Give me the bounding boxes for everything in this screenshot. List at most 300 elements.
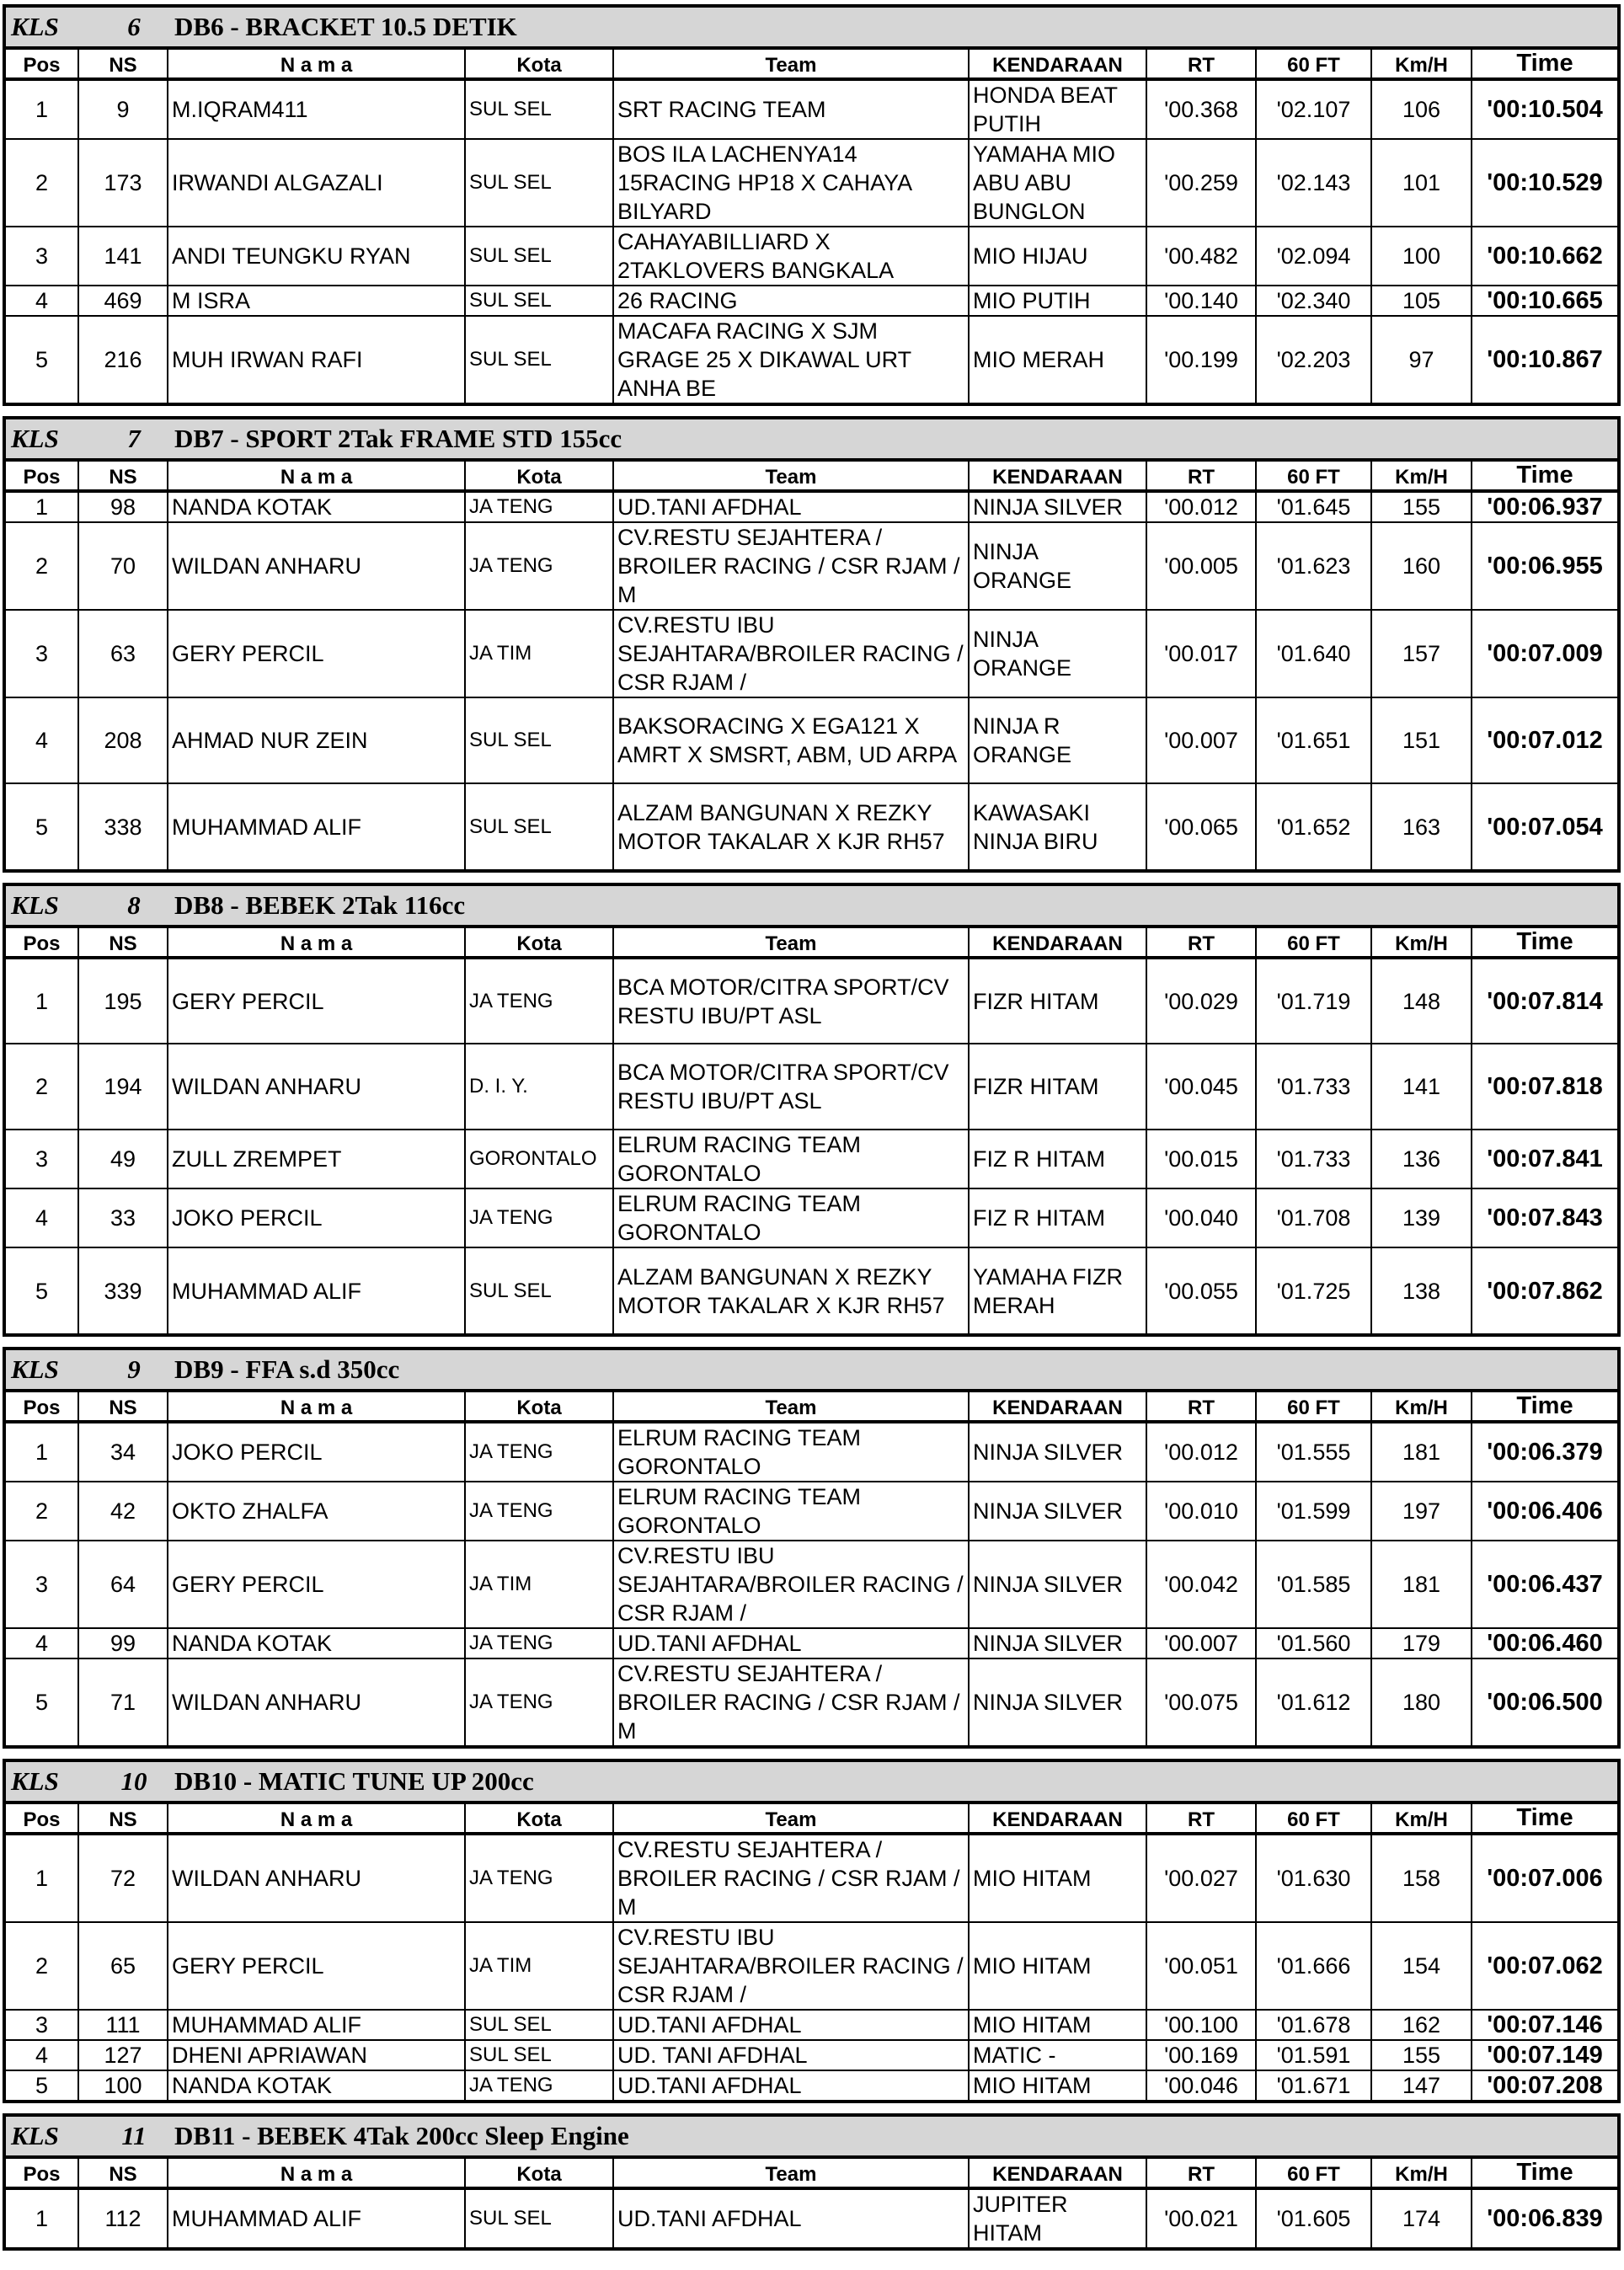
cell-ft: '01.708 [1256, 1188, 1371, 1247]
cell-time: '00:07.149 [1472, 2040, 1617, 2070]
column-header-ft: 60 FT [1256, 1392, 1371, 1422]
column-header-kota: Kota [465, 1392, 613, 1422]
cell-ns: 64 [78, 1541, 168, 1628]
header-row [6, 928, 1617, 958]
results-table [6, 50, 1617, 403]
cell-kmh: 106 [1371, 79, 1472, 139]
cell-team: SRT RACING TEAM [613, 79, 969, 139]
cell-rt: '00.046 [1146, 2070, 1256, 2100]
cell-nama: M.IQRAM411 [168, 79, 465, 139]
cell-kendaraan: JUPITER HITAM [969, 2188, 1146, 2247]
column-header-kmh: Km/H [1371, 2159, 1472, 2188]
column-header-time: Time [1472, 1392, 1617, 1422]
cell-pos: 1 [35, 988, 49, 1014]
column-header-time: Time [1472, 928, 1617, 958]
cell-nama: GERY PERCIL [168, 610, 465, 697]
cell-kendaraan: MATIC - [969, 2040, 1146, 2070]
cell-kmh: 97 [1371, 316, 1472, 403]
cell-ft: '01.605 [1256, 2188, 1371, 2247]
cell-nama: WILDAN ANHARU [168, 1044, 465, 1130]
cell-kmh: 158 [1371, 1834, 1472, 1922]
table-row [6, 1422, 1617, 1482]
cell-pos: 5 [6, 2070, 78, 2100]
cell-pos: 1 [35, 1439, 49, 1465]
cell-time: '00:07.009 [1472, 610, 1617, 697]
cell-pos: 4 [6, 1188, 78, 1247]
column-header-nama: N a m a [168, 1804, 465, 1834]
cell-team: 26 RACING [613, 286, 969, 316]
cell-time: '00:07.208 [1472, 2070, 1617, 2100]
cell-kendaraan: NINJA SILVER [969, 1658, 1146, 1745]
cell-kmh: 160 [1371, 522, 1472, 610]
cell-ft: '01.630 [1256, 1834, 1371, 1922]
cell-time: '00:07.012 [1472, 697, 1617, 783]
column-header-nama: N a m a [168, 928, 465, 958]
cell-ns: 99 [78, 1628, 168, 1658]
table-row [6, 79, 1617, 139]
cell-kendaraan: MIO HITAM [969, 2010, 1146, 2040]
cell-time: '00:07.818 [1472, 1044, 1617, 1130]
cell-team: UD.TANI AFDHAL [613, 1628, 969, 1658]
column-header-team: Team [613, 1392, 969, 1422]
cell-kmh: 141 [1371, 1044, 1472, 1130]
cell-nama: GERY PERCIL [168, 1541, 465, 1628]
cell-nama: MUHAMMAD ALIF [168, 783, 465, 869]
results-table [6, 928, 1617, 1333]
cell-ns: 33 [78, 1188, 168, 1247]
cell-ft: '01.623 [1256, 522, 1371, 610]
class-block [3, 4, 1621, 406]
cell-kota: SUL SEL [465, 79, 613, 139]
cell-ns: 195 [78, 958, 168, 1044]
column-header-kendaraan: KENDARAAN [969, 50, 1146, 79]
cell-team: UD.TANI AFDHAL [613, 491, 969, 522]
column-header-pos: Pos [6, 50, 78, 79]
cell-ns: 42 [78, 1482, 168, 1541]
cell-team: MACAFA RACING X SJM GRAGE 25 X DIKAWAL URT ANHA BE [613, 316, 969, 403]
cell-kendaraan: KAWASAKI NINJA BIRU [969, 783, 1146, 869]
cell-ns: 208 [78, 697, 168, 783]
class-title: DB6 - BRACKET 10.5 DETIK [174, 12, 517, 41]
column-header-kmh: Km/H [1371, 50, 1472, 79]
class-header [6, 886, 1617, 928]
cell-ft: '01.599 [1256, 1482, 1371, 1541]
cell-kmh: 181 [1371, 1541, 1472, 1628]
cell-team: CV.RESTU IBU SEJAHTARA/BROILER RACING / CSR RJAM / [613, 610, 969, 697]
cell-rt: '00.005 [1146, 522, 1256, 610]
cell-kota: JA TIM [465, 1541, 613, 1628]
cell-time: '00:07.862 [1472, 1247, 1617, 1333]
cell-ns: 71 [78, 1658, 168, 1745]
class-block [3, 416, 1621, 873]
cell-nama: JOKO PERCIL [168, 1188, 465, 1247]
cell-team: CV.RESTU SEJAHTERA / BROILER RACING / CSR RJAM / M [613, 1658, 969, 1745]
class-number: 8 [127, 890, 141, 920]
cell-kmh: 100 [1371, 227, 1472, 286]
cell-rt: '00.010 [1146, 1482, 1256, 1541]
class-label: KLS [11, 1766, 59, 1796]
cell-kendaraan: NINJA SILVER [969, 1482, 1146, 1541]
class-title: DB7 - SPORT 2Tak FRAME STD 155cc [174, 424, 622, 453]
results-sheet [3, 4, 1621, 2261]
cell-rt: '00.055 [1146, 1247, 1256, 1333]
cell-pos: 1 [35, 494, 49, 520]
table-row [6, 139, 1617, 227]
cell-kendaraan: NINJA SILVER [969, 1422, 1146, 1482]
cell-kendaraan: FIZ R HITAM [969, 1130, 1146, 1188]
cell-pos: 2 [6, 1922, 78, 2010]
column-header-kota: Kota [465, 50, 613, 79]
class-title: DB11 - BEBEK 4Tak 200cc Sleep Engine [174, 2121, 629, 2150]
cell-nama: MUHAMMAD ALIF [168, 1247, 465, 1333]
column-header-time: Time [1472, 1804, 1617, 1834]
results-table [6, 2159, 1617, 2247]
class-title: DB9 - FFA s.d 350cc [174, 1354, 400, 1384]
class-header [6, 419, 1617, 462]
column-header-kendaraan: KENDARAAN [969, 1804, 1146, 1834]
cell-rt: '00.075 [1146, 1658, 1256, 1745]
column-header-kendaraan: KENDARAAN [969, 1392, 1146, 1422]
cell-ns: 65 [78, 1922, 168, 2010]
class-number: 6 [127, 12, 141, 41]
cell-pos: 2 [6, 522, 78, 610]
cell-kendaraan: HONDA BEAT PUTIH [969, 79, 1146, 139]
cell-ns: 469 [78, 286, 168, 316]
class-label: KLS [11, 12, 59, 41]
column-header-rt: RT [1146, 462, 1256, 491]
cell-ns: 100 [78, 2070, 168, 2100]
cell-rt: '00.021 [1146, 2188, 1256, 2247]
cell-kendaraan: FIZR HITAM [969, 958, 1146, 1044]
table-row [6, 227, 1617, 286]
cell-kendaraan: NINJA R ORANGE [969, 697, 1146, 783]
cell-kendaraan: NINJA SILVER [969, 491, 1146, 522]
cell-kmh: 155 [1371, 2040, 1472, 2070]
cell-kota: JA TENG [465, 1628, 613, 1658]
class-title: DB10 - MATIC TUNE UP 200cc [174, 1766, 534, 1796]
cell-kota: JA TENG [465, 1482, 613, 1541]
cell-nama: ZULL ZREMPET [168, 1130, 465, 1188]
cell-kmh: 179 [1371, 1628, 1472, 1658]
cell-time: '00:06.460 [1472, 1628, 1617, 1658]
cell-time: '00:10.662 [1472, 227, 1617, 286]
column-header-ns: NS [78, 928, 168, 958]
cell-ns: 194 [78, 1044, 168, 1130]
column-header-kota: Kota [465, 2159, 613, 2188]
cell-rt: '00.169 [1146, 2040, 1256, 2070]
cell-rt: '00.482 [1146, 227, 1256, 286]
cell-kota: JA TENG [465, 2070, 613, 2100]
column-header-pos: Pos [6, 462, 78, 491]
cell-kmh: 136 [1371, 1130, 1472, 1188]
cell-ft: '01.725 [1256, 1247, 1371, 1333]
table-row [6, 1922, 1617, 2010]
cell-time: '00:07.062 [1472, 1922, 1617, 2010]
cell-time: '00:06.937 [1472, 491, 1617, 522]
header-row [6, 1392, 1617, 1422]
cell-rt: '00.045 [1146, 1044, 1256, 1130]
cell-rt: '00.017 [1146, 610, 1256, 697]
cell-nama: GERY PERCIL [168, 958, 465, 1044]
cell-kendaraan: MIO HITAM [969, 1834, 1146, 1922]
cell-rt: '00.140 [1146, 286, 1256, 316]
cell-ns: 112 [78, 2188, 168, 2247]
cell-rt: '00.100 [1146, 2010, 1256, 2040]
cell-nama: OKTO ZHALFA [168, 1482, 465, 1541]
cell-kota: JA TIM [465, 610, 613, 697]
cell-kota: JA TENG [465, 1834, 613, 1922]
column-header-ft: 60 FT [1256, 2159, 1371, 2188]
column-header-ft: 60 FT [1256, 928, 1371, 958]
cell-nama: DHENI APRIAWAN [168, 2040, 465, 2070]
cell-ft: '01.560 [1256, 1628, 1371, 1658]
cell-time: '00:07.843 [1472, 1188, 1617, 1247]
cell-nama: GERY PERCIL [168, 1922, 465, 2010]
column-header-kendaraan: KENDARAAN [969, 928, 1146, 958]
cell-ft: '01.678 [1256, 2010, 1371, 2040]
cell-ns: 34 [78, 1422, 168, 1482]
cell-kota: SUL SEL [465, 139, 613, 227]
cell-team: CV.RESTU SEJAHTERA / BROILER RACING / CSR RJAM / M [613, 1834, 969, 1922]
cell-ns: 216 [78, 316, 168, 403]
header-row [6, 1804, 1617, 1834]
column-header-time: Time [1472, 2159, 1617, 2188]
cell-rt: '00.259 [1146, 139, 1256, 227]
cell-team: BAKSORACING X EGA121 X AMRT X SMSRT, ABM, UD ARPA [613, 697, 969, 783]
cell-time: '00:10.504 [1472, 79, 1617, 139]
cell-ft: '01.733 [1256, 1044, 1371, 1130]
cell-nama: NANDA KOTAK [168, 491, 465, 522]
cell-kendaraan: NINJA ORANGE [969, 522, 1146, 610]
column-header-ns: NS [78, 1804, 168, 1834]
cell-time: '00:06.379 [1472, 1422, 1617, 1482]
cell-kmh: 157 [1371, 610, 1472, 697]
column-header-rt: RT [1146, 50, 1256, 79]
cell-kendaraan: MIO HIJAU [969, 227, 1146, 286]
cell-time: '00:07.814 [1472, 958, 1617, 1044]
column-header-ft: 60 FT [1256, 462, 1371, 491]
cell-nama: AHMAD NUR ZEIN [168, 697, 465, 783]
column-header-kota: Kota [465, 928, 613, 958]
cell-kota: SUL SEL [465, 2010, 613, 2040]
cell-ft: '01.719 [1256, 958, 1371, 1044]
column-header-time: Time [1472, 50, 1617, 79]
cell-kota: JA TENG [465, 1422, 613, 1482]
cell-team: BCA MOTOR/CITRA SPORT/CV RESTU IBU/PT ASL [613, 1044, 969, 1130]
cell-kota: GORONTALO [465, 1130, 613, 1188]
cell-kendaraan: NINJA ORANGE [969, 610, 1146, 697]
cell-team: BCA MOTOR/CITRA SPORT/CV RESTU IBU/PT ASL [613, 958, 969, 1044]
table-row [6, 1482, 1617, 1541]
cell-kendaraan: MIO MERAH [969, 316, 1146, 403]
cell-kendaraan: NINJA SILVER [969, 1541, 1146, 1628]
table-row [6, 286, 1617, 316]
class-label: KLS [11, 1354, 59, 1384]
column-header-rt: RT [1146, 1392, 1256, 1422]
cell-ns: 338 [78, 783, 168, 869]
table-row [6, 522, 1617, 610]
cell-time: '00:06.437 [1472, 1541, 1617, 1628]
cell-team: UD.TANI AFDHAL [613, 2188, 969, 2247]
cell-pos: 3 [6, 610, 78, 697]
cell-kmh: 139 [1371, 1188, 1472, 1247]
cell-ft: '01.652 [1256, 783, 1371, 869]
cell-team: CV.RESTU IBU SEJAHTARA/BROILER RACING / CSR RJAM / [613, 1922, 969, 2010]
cell-kmh: 148 [1371, 958, 1472, 1044]
cell-pos: 2 [6, 139, 78, 227]
table-row [6, 1658, 1617, 1745]
cell-kmh: 155 [1371, 491, 1472, 522]
cell-team: UD.TANI AFDHAL [613, 2010, 969, 2040]
cell-nama: WILDAN ANHARU [168, 1834, 465, 1922]
cell-team: ALZAM BANGUNAN X REZKY MOTOR TAKALAR X KJR RH57 [613, 783, 969, 869]
class-title: DB8 - BEBEK 2Tak 116cc [174, 890, 466, 920]
cell-ft: '02.094 [1256, 227, 1371, 286]
cell-ft: '01.640 [1256, 610, 1371, 697]
cell-pos: 5 [6, 1658, 78, 1745]
cell-nama: WILDAN ANHARU [168, 522, 465, 610]
cell-nama: WILDAN ANHARU [168, 1658, 465, 1745]
cell-pos: 2 [6, 1482, 78, 1541]
cell-rt: '00.027 [1146, 1834, 1256, 1922]
cell-kota: JA TENG [465, 958, 613, 1044]
cell-ns: 9 [78, 79, 168, 139]
column-header-team: Team [613, 2159, 969, 2188]
table-row [6, 491, 1617, 522]
column-header-team: Team [613, 928, 969, 958]
class-block [3, 883, 1621, 1337]
cell-kmh: 197 [1371, 1482, 1472, 1541]
cell-kendaraan: FIZ R HITAM [969, 1188, 1146, 1247]
column-header-ns: NS [78, 50, 168, 79]
cell-kendaraan: NINJA SILVER [969, 1628, 1146, 1658]
cell-kota: SUL SEL [465, 783, 613, 869]
table-row [6, 1541, 1617, 1628]
cell-kendaraan: FIZR HITAM [969, 1044, 1146, 1130]
cell-kota: SUL SEL [465, 286, 613, 316]
cell-rt: '00.042 [1146, 1541, 1256, 1628]
cell-kota: SUL SEL [465, 227, 613, 286]
cell-kendaraan: MIO HITAM [969, 1922, 1146, 2010]
cell-ns: 127 [78, 2040, 168, 2070]
cell-kota: JA TENG [465, 491, 613, 522]
cell-pos: 4 [6, 1628, 78, 1658]
cell-ft: '01.585 [1256, 1541, 1371, 1628]
class-block [3, 2113, 1621, 2251]
table-row [6, 610, 1617, 697]
table-row [6, 1188, 1617, 1247]
column-header-pos: Pos [6, 928, 78, 958]
cell-kmh: 162 [1371, 2010, 1472, 2040]
cell-ns: 141 [78, 227, 168, 286]
cell-pos: 1 [35, 97, 49, 122]
cell-team: UD. TANI AFDHAL [613, 2040, 969, 2070]
column-header-kota: Kota [465, 1804, 613, 1834]
cell-pos: 1 [35, 2206, 49, 2231]
cell-ns: 49 [78, 1130, 168, 1188]
cell-pos: 3 [6, 1130, 78, 1188]
column-header-nama: N a m a [168, 1392, 465, 1422]
cell-pos: 5 [6, 783, 78, 869]
cell-ns: 70 [78, 522, 168, 610]
cell-pos: 4 [6, 697, 78, 783]
cell-nama: MUHAMMAD ALIF [168, 2010, 465, 2040]
cell-team: CV.RESTU IBU SEJAHTARA/BROILER RACING / CSR RJAM / [613, 1541, 969, 1628]
cell-pos: 3 [6, 2010, 78, 2040]
cell-nama: M ISRA [168, 286, 465, 316]
cell-rt: '00.012 [1146, 491, 1256, 522]
cell-team: ALZAM BANGUNAN X REZKY MOTOR TAKALAR X KJR RH57 [613, 1247, 969, 1333]
cell-ft: '01.612 [1256, 1658, 1371, 1745]
cell-ns: 339 [78, 1247, 168, 1333]
cell-rt: '00.040 [1146, 1188, 1256, 1247]
table-row [6, 1044, 1617, 1130]
table-row [6, 1628, 1617, 1658]
cell-kota: SUL SEL [465, 697, 613, 783]
class-label: KLS [11, 2121, 59, 2150]
table-row [6, 1130, 1617, 1188]
column-header-kmh: Km/H [1371, 462, 1472, 491]
cell-time: '00:06.839 [1472, 2188, 1617, 2247]
cell-kmh: 154 [1371, 1922, 1472, 2010]
cell-time: '00:06.406 [1472, 1482, 1617, 1541]
cell-kota: SUL SEL [465, 316, 613, 403]
column-header-team: Team [613, 50, 969, 79]
column-header-ft: 60 FT [1256, 50, 1371, 79]
cell-ft: '01.671 [1256, 2070, 1371, 2100]
column-header-rt: RT [1146, 1804, 1256, 1834]
column-header-rt: RT [1146, 928, 1256, 958]
column-header-ns: NS [78, 462, 168, 491]
header-row [6, 50, 1617, 79]
cell-kendaraan: YAMAHA MIO ABU ABU BUNGLON [969, 139, 1146, 227]
cell-pos: 4 [6, 286, 78, 316]
column-header-nama: N a m a [168, 50, 465, 79]
cell-kmh: 163 [1371, 783, 1472, 869]
column-header-ft: 60 FT [1256, 1804, 1371, 1834]
cell-kmh: 147 [1371, 2070, 1472, 2100]
cell-pos: 3 [6, 227, 78, 286]
class-number: 11 [121, 2121, 147, 2150]
cell-time: '00:10.867 [1472, 316, 1617, 403]
cell-ft: '02.107 [1256, 79, 1371, 139]
cell-kmh: 101 [1371, 139, 1472, 227]
table-row [6, 783, 1617, 869]
cell-kota: SUL SEL [465, 1247, 613, 1333]
cell-team: CAHAYABILLIARD X 2TAKLOVERS BANGKALA [613, 227, 969, 286]
class-block [3, 1759, 1621, 2103]
column-header-pos: Pos [6, 1804, 78, 1834]
class-header [6, 8, 1617, 50]
cell-time: '00:10.529 [1472, 139, 1617, 227]
cell-kota: SUL SEL [465, 2188, 613, 2247]
cell-pos: 5 [6, 316, 78, 403]
cell-pos: 1 [35, 1866, 49, 1891]
cell-kmh: 105 [1371, 286, 1472, 316]
cell-ft: '02.143 [1256, 139, 1371, 227]
cell-nama: ANDI TEUNGKU RYAN [168, 227, 465, 286]
class-label: KLS [11, 890, 59, 920]
cell-kota: SUL SEL [465, 2040, 613, 2070]
class-number: 10 [120, 1766, 147, 1796]
cell-nama: NANDA KOTAK [168, 2070, 465, 2100]
column-header-kmh: Km/H [1371, 928, 1472, 958]
cell-kota: JA TENG [465, 1188, 613, 1247]
class-header [6, 1350, 1617, 1392]
cell-pos: 2 [6, 1044, 78, 1130]
cell-kmh: 138 [1371, 1247, 1472, 1333]
cell-nama: MUHAMMAD ALIF [168, 2188, 465, 2247]
